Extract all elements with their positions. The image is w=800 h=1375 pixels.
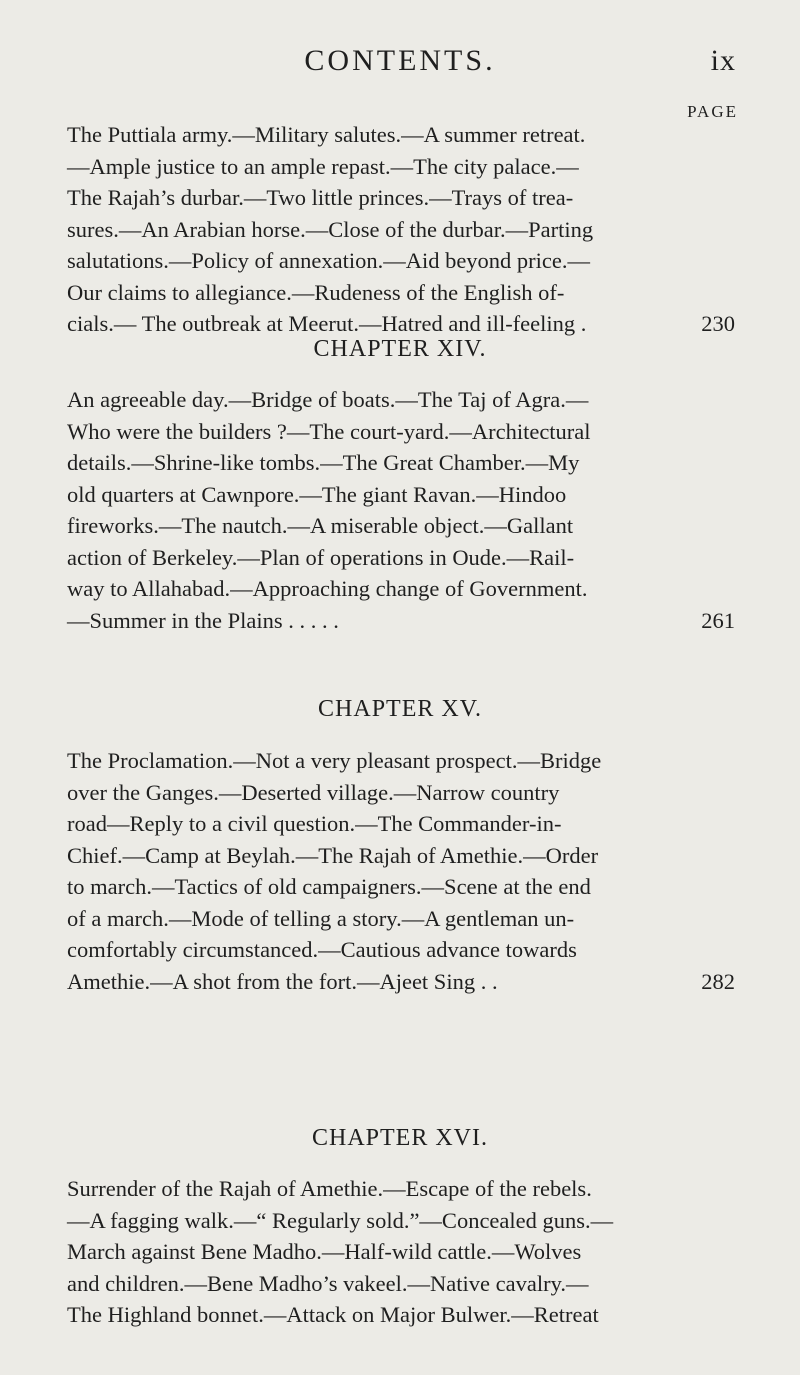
page-column-label: PAGE (687, 102, 738, 121)
entry-line: The Rajah’s durbar.—Two little princes.—Trays of trea- (67, 185, 574, 210)
running-title: CONTENTS. (304, 44, 496, 77)
entry-line: An agreeable day.—Bridge of boats.—The Taj of Agra.— (67, 387, 589, 412)
entry-last-line (67, 308, 735, 340)
entry-line: Surrender of the Rajah of Amethie.—Escape of the rebels. (67, 1176, 592, 1201)
entry-line: Who were the builders ?—The court-yard.—Architectural (67, 418, 591, 444)
entry-line: action of Berkeley.—Plan of operations in Oude.—Rail- (67, 544, 575, 570)
contents-entry-chapter-xiv (67, 384, 735, 636)
chapter-heading: CHAPTER XV. (318, 696, 482, 722)
entry-line: to march.—Tactics of old campaigners.—Scene at the end (67, 874, 591, 899)
entry-line: The Proclamation.—Not a very pleasant prospect.—Bridge (67, 748, 602, 773)
entry-line: details.—Shrine-like tombs.—The Great Chamber.—My (67, 450, 580, 475)
entry-line-text: cials.— The outbreak at Meerut.—Hatred and ill-feeling . (67, 311, 587, 336)
chapter-heading: CHAPTER XVI. (311, 1125, 488, 1151)
entry-page-number: 261 (701, 607, 735, 633)
entry-last-line (67, 605, 735, 637)
entry-line: —Ample justice to an ample repast.—The city palace.— (67, 153, 579, 179)
entry-line: Our claims to allegiance.—Rudeness of the English of- (67, 279, 565, 305)
entry-line: The Puttiala army.—Military salutes.—A summer retreat. (67, 122, 586, 147)
entry-line: March against Bene Madho.—Half-wild cattle.—Wolves (67, 1239, 582, 1264)
entry-last-line (67, 966, 735, 998)
entry-line-text: —Summer in the Plains . . . . . (67, 607, 339, 633)
contents-entry-continuation (67, 119, 735, 340)
entry-line: and children.—Bene Madho’s vakeel.—Native cavalry.— (67, 1270, 589, 1296)
running-head (0, 44, 800, 84)
entry-line: fireworks.—The nautch.—A miserable object.—Gallant (67, 513, 574, 538)
entry-line: The Highland bonnet.—Attack on Major Bulwer.—Retreat (67, 1302, 599, 1327)
page-number: ix (710, 44, 736, 77)
contents-entry-chapter-xvi (67, 1173, 735, 1331)
contents-entry-chapter-xv (67, 745, 735, 997)
chapter-heading: CHAPTER XIV. (313, 336, 487, 362)
entry-line: comfortably circumstanced.—Cautious advance towards (67, 937, 577, 962)
entry-line: —A fagging walk.—“ Regularly sold.”—Concealed guns.— (67, 1207, 614, 1233)
entry-page-number: 230 (701, 311, 735, 336)
entry-line: road—Reply to a civil question.—The Commander-in- (67, 811, 562, 836)
entry-line: way to Allahabad.—Approaching change of Government. (67, 576, 588, 601)
entry-line: Chief.—Camp at Beylah.—The Rajah of Amethie.—Order (67, 842, 599, 868)
entry-line: salutations.—Policy of annexation.—Aid beyond price.— (67, 248, 591, 273)
entry-line: of a march.—Mode of telling a story.—A gentleman un- (67, 905, 575, 931)
entry-page-number: 282 (701, 968, 735, 994)
entry-line: over the Ganges.—Deserted village.—Narrow country (67, 779, 560, 805)
entry-line: sures.—An Arabian horse.—Close of the durbar.—Parting (67, 216, 594, 242)
entry-line-text: Amethie.—A shot from the fort.—Ajeet Sing . . (67, 968, 498, 994)
entry-line: old quarters at Cawnpore.—The giant Ravan.—Hindoo (67, 481, 567, 507)
